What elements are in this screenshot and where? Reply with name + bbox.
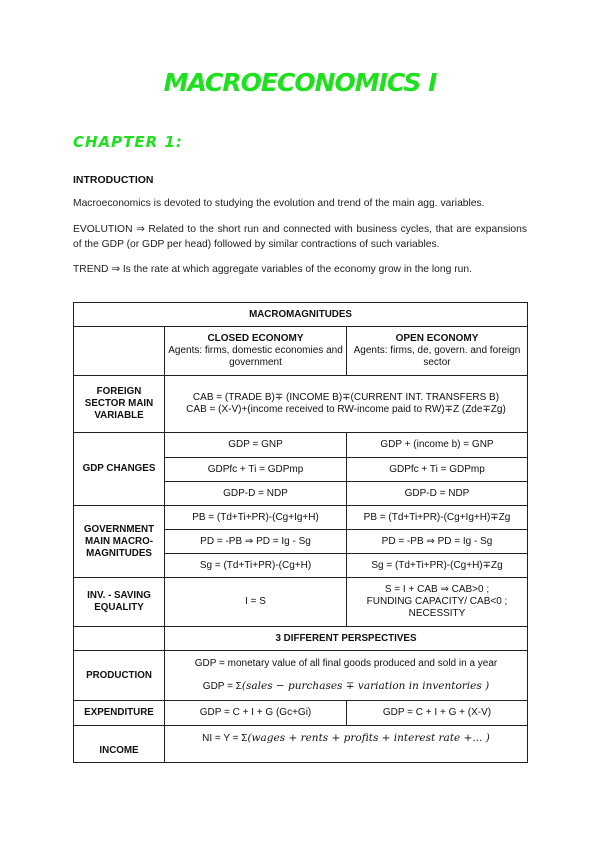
line: S = I + CAB ⇒ CAB>0 ; bbox=[384, 584, 490, 595]
cell: Sg = (Td+Ti+PR)-(Cg+H) bbox=[165, 554, 347, 578]
cell: GDP-D = NDP bbox=[347, 482, 528, 506]
paragraph-trend: TREND ⇒ Is the rate at which aggregate variables of the economy grow in the long run. bbox=[73, 264, 472, 275]
line: NECESSITY bbox=[408, 608, 466, 619]
open-agents: Agents: firms, de, govern. and foreign sector bbox=[353, 345, 521, 368]
cab-formula-2: CAB = (X-V)+(income received to RW-income paid to RW)∓Z (Zde∓Zg) bbox=[186, 404, 506, 415]
paragraph-intro: Macroeconomics is devoted to studying the evolution and trend of the main agg. variables. bbox=[73, 198, 485, 209]
cell: PB = (Td+Ti+PR)-(Cg+Ig+H) bbox=[165, 506, 347, 530]
formula-prefix: NI = Y = Σ bbox=[202, 733, 248, 744]
cell: GDP + (income b) = GNP bbox=[347, 433, 528, 458]
cell: GDP-D = NDP bbox=[165, 482, 347, 506]
cell: GDPfc + Ti = GDPmp bbox=[347, 458, 528, 482]
cell: Sg = (Td+Ti+PR)-(Cg+H)∓Zg bbox=[347, 554, 528, 578]
row-label-inv-saving: INV. - SAVING EQUALITY bbox=[74, 578, 165, 627]
line: FUNDING CAPACITY/ CAB<0 ; bbox=[366, 596, 508, 607]
formula-math: (sales − purchases ∓ variation in inventories ) bbox=[241, 680, 490, 692]
open-economy-header bbox=[347, 327, 528, 376]
foreign-formulas bbox=[165, 376, 528, 433]
row-label-gdp-changes: GDP CHANGES bbox=[74, 433, 165, 506]
closed-economy-header bbox=[165, 327, 347, 376]
open-label: OPEN ECONOMY bbox=[395, 333, 479, 344]
empty-cell bbox=[74, 327, 165, 376]
cell: PD = -PB ⇒ PD = Ig - Sg bbox=[347, 530, 528, 554]
document-title: MACROECONOMICS I bbox=[163, 68, 437, 97]
row-label-income: INCOME bbox=[74, 726, 165, 763]
paragraph-evolution: EVOLUTION ⇒ Related to the short run and connected with business cycles, that are expansions of the GDP (or GDP per head) followed by similar contractions of such variables. bbox=[73, 224, 527, 250]
cell: GDP = C + I + G + (X-V) bbox=[347, 701, 528, 726]
row-label-foreign: FOREIGN SECTOR MAIN VARIABLE bbox=[74, 376, 165, 433]
row-label-production: PRODUCTION bbox=[74, 651, 165, 701]
chapter-heading: CHAPTER 1: bbox=[73, 133, 183, 151]
cell: GDPfc + Ti = GDPmp bbox=[165, 458, 347, 482]
cell: PD = -PB ⇒ PD = Ig - Sg bbox=[165, 530, 347, 554]
row-label-expenditure: EXPENDITURE bbox=[74, 701, 165, 726]
intro-heading: INTRODUCTION bbox=[73, 174, 154, 186]
cell: GDP = C + I + G (Gc+Gi) bbox=[165, 701, 347, 726]
income-formula bbox=[165, 726, 528, 763]
empty-cell bbox=[74, 627, 165, 651]
inv-saving-open bbox=[347, 578, 528, 627]
cab-formula-1: CAB = (TRADE B)∓ (INCOME B)∓(CURRENT INT. TRANSFERS B) bbox=[192, 392, 500, 403]
formula-math: (wages + rents + profits + interest rate +... ) bbox=[247, 732, 490, 744]
cell: PB = (Td+Ti+PR)-(Cg+Ig+H)∓Zg bbox=[347, 506, 528, 530]
perspectives-title: 3 DIFFERENT PERSPECTIVES bbox=[165, 627, 528, 651]
closed-agents: Agents: firms, domestic economies and government bbox=[168, 345, 343, 368]
production-cell bbox=[165, 651, 528, 701]
production-formula bbox=[168, 675, 524, 698]
row-label-government: GOVERNMENT MAIN MACRO-MAGNITUDES bbox=[74, 506, 165, 578]
macromagnitudes-table bbox=[73, 302, 528, 763]
closed-label: CLOSED ECONOMY bbox=[207, 333, 304, 344]
formula-prefix: GDP = Σ bbox=[202, 681, 242, 692]
cell: GDP = GNP bbox=[165, 433, 347, 458]
cell: I = S bbox=[165, 578, 347, 627]
production-definition: GDP = monetary value of all final goods produced and sold in a year bbox=[194, 658, 498, 669]
table-title: MACROMAGNITUDES bbox=[74, 303, 528, 327]
